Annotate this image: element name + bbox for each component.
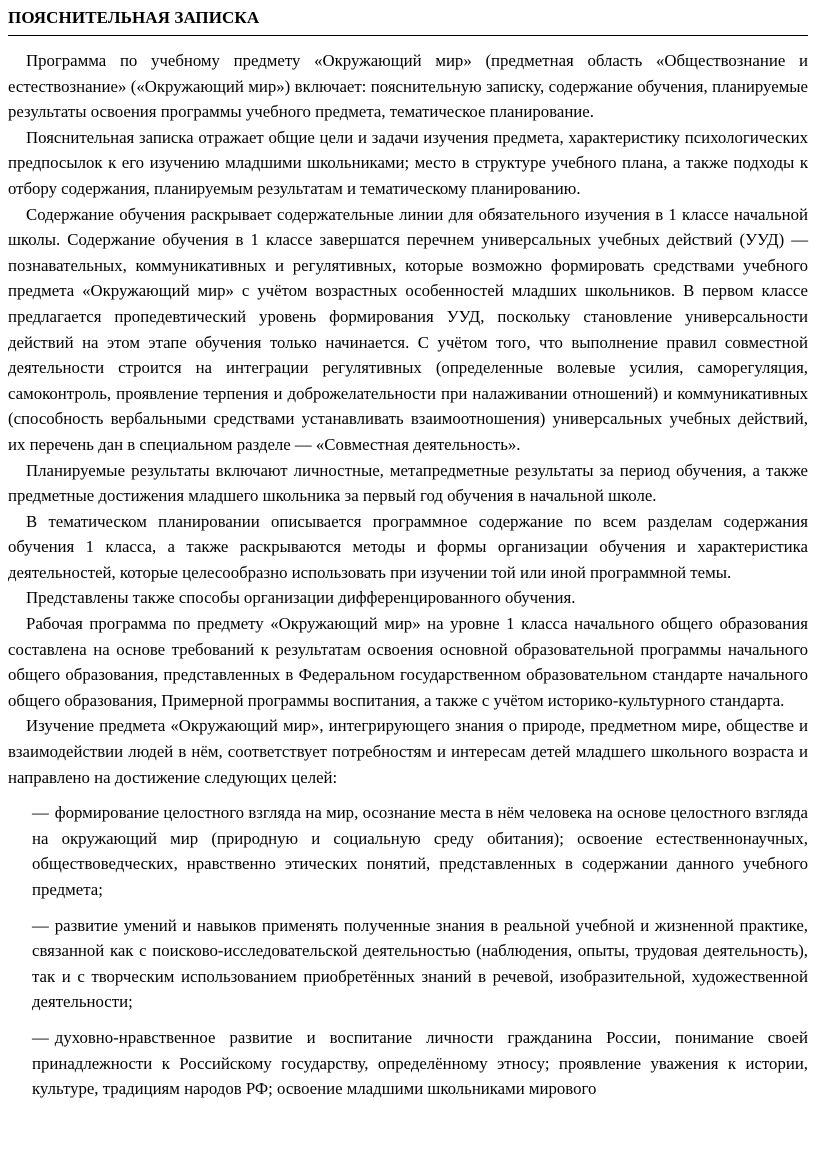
paragraph: Представлены также способы организации дифференцированного обучения. (26, 588, 576, 608)
page-title: ПОЯСНИТЕЛЬНАЯ ЗАПИСКА (8, 8, 260, 27)
paragraph: Планируемые результаты включают личностные, метапредметные результаты за период обучения, а также предметные достижения младшего школьника за первый год обучения в начальной школе. (8, 460, 808, 506)
dash-marker: — (32, 803, 49, 823)
paragraph: Пояснительная записка отражает общие цели и задачи изучения предмета, характеристику психологических предпосылок к его изучению младшими школьниками; место в структуре учебного плана, а также подходы к отбору содержания, планируемым результатам и тематическому планированию. (8, 127, 808, 198)
paragraph: Программа по учебному предмету «Окружающий мир» (предметная область «Обществознание и естествознание» («Окружающий мир») включает: пояснительную записку, содержание обучения, планируемые результаты освоения программы учебного предмета, тематическое планирование. (8, 51, 808, 122)
goal-list-item (8, 1025, 808, 1102)
goal-list-item (8, 913, 808, 1015)
goal-text: формирование целостного взгляда на мир, осознание места в нём человека на основе целостного взгляда на окружающий мир (природную и социальную среду обитания); освоение естественнонаучных, обществоведческих, нравственно этических понятий, представленных в содержании данного учебного предмета; (32, 803, 808, 899)
paragraph: Рабочая программа по предмету «Окружающий мир» на уровне 1 класса начального общего образования составлена на основе требований к результатам освоения основной образовательной программы начального общего образования, представленных в Федеральном государственном образовательном стандарте начального общего образования, Примерной программы воспитания, а также с учётом историко-культурного стандарта. (8, 614, 808, 710)
dash-marker: — (32, 915, 49, 935)
heading-divider (8, 35, 808, 36)
paragraph: В тематическом планировании описывается программное содержание по всем разделам содержания обучения 1 класса, а также раскрываются методы и формы организации обучения и характеристика деятельностей, которые целесообразно использовать при изучении той или иной программной темы. (8, 511, 808, 582)
goal-text: развитие умений и навыков применять полученные знания в реальной учебной и жизненной практике, связанной как с поисково-исследовательской деятельностью (наблюдения, опыты, трудовая деятельность), так и с творческим использованием приобретённых знаний в речевой, изобразительной, художественной деятельности; (32, 915, 808, 1012)
goal-list-item (8, 800, 808, 902)
paragraph: Содержание обучения раскрывает содержательные линии для обязательного изучения в 1 классе начальной школы. Содержание обучения в 1 классе завершатся перечнем универсальных учебных действий (УУД) — познавательных, коммуникативных и регулятивных, которые возможно формировать средствами учебного предмета «Окружающий мир» с учётом возрастных особенностей младших школьников. В первом классе предлагается пропедевтический уровень формирования УУД, поскольку становление универсальности действий на этом этапе обучения только начинается. С учётом того, что выполнение правил совместной деятельности строится на интеграции регулятивных (определенные волевые усилия, саморегуляция, самоконтроль, проявление терпения и доброжелательности при налаживании отношений) и коммуникативных (способность вербальными средствами устанавливать взаимоотношения) универсальных учебных действий, их перечень дан в специальном разделе — «Совместная деятельность». (8, 204, 808, 454)
goal-text: духовно-нравственное развитие и воспитание личности гражданина России, понимание своей принадлежности к Российскому государству, определённому этносу; проявление уважения к истории, культуре, традициям народов РФ; освоение младшими школьниками мирового (32, 1027, 808, 1099)
document-body (8, 48, 808, 1102)
dash-marker: — (32, 1027, 49, 1047)
paragraph: Изучение предмета «Окружающий мир», интегрирующего знания о природе, предметном мире, обществе и взаимодействии людей в нём, соответствует потребностям и интересам детей младшего школьного возраста и направлено на достижение следующих целей: (8, 716, 808, 787)
